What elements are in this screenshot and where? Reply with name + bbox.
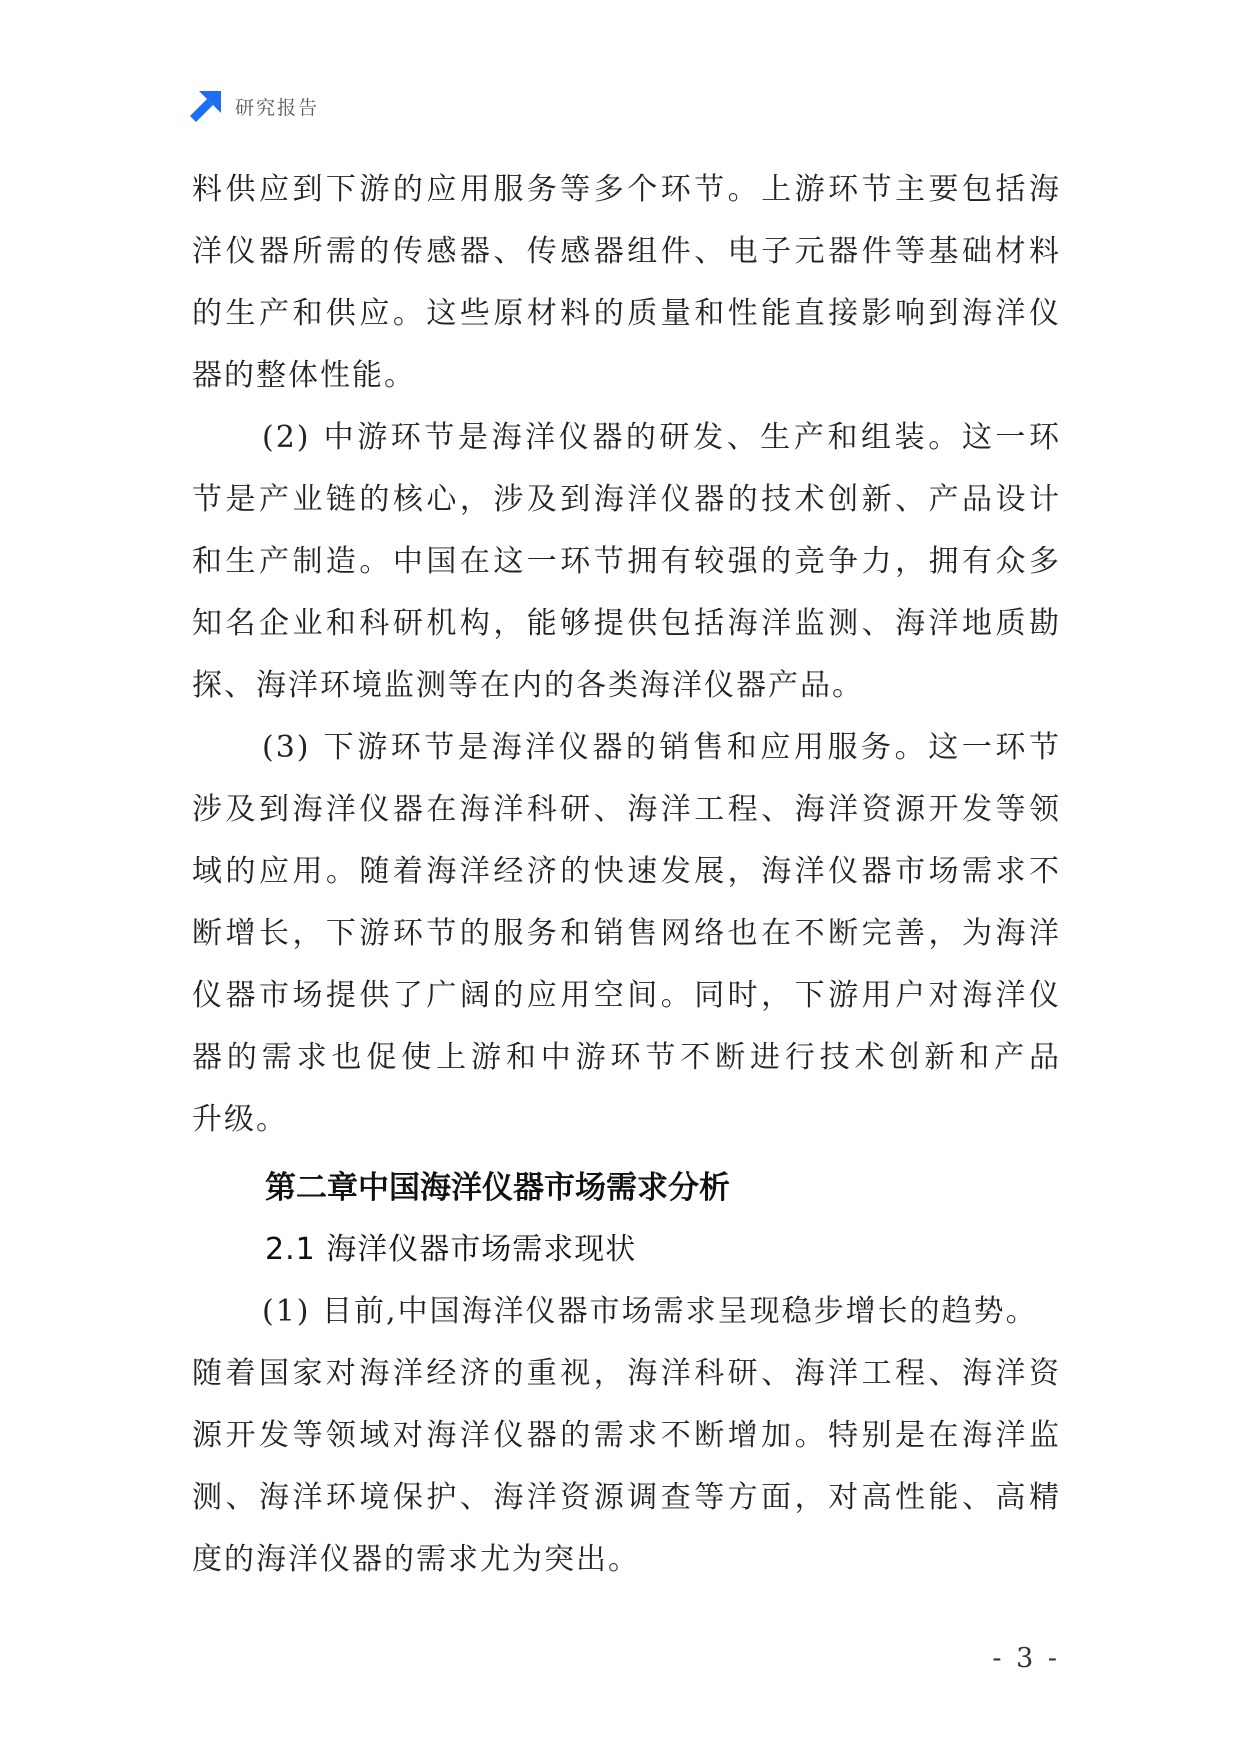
paragraph-downstream bbox=[192, 717, 1061, 1151]
page-header bbox=[190, 90, 319, 122]
text-line: 随着国家对海洋经济的重视，海洋科研、海洋工程、海洋资 bbox=[192, 1356, 1061, 1391]
text-line: 探、海洋环境监测等在内的各类海洋仪器产品。 bbox=[192, 668, 864, 703]
text-line: (3) 下游环节是海洋仪器的销售和应用服务。这一环节 bbox=[262, 730, 1061, 765]
page-number: - 3 - bbox=[992, 1643, 1060, 1674]
text-line: 域的应用。随着海洋经济的快速发展，海洋仪器市场需求不 bbox=[192, 854, 1061, 889]
text-line: 节是产业链的核心，涉及到海洋仪器的技术创新、产品设计 bbox=[192, 482, 1061, 517]
text-line: 升级。 bbox=[192, 1102, 288, 1137]
text-line: 涉及到海洋仪器在海洋科研、海洋工程、海洋资源开发等领 bbox=[192, 792, 1061, 827]
text-line: 器的整体性能。 bbox=[192, 358, 416, 393]
paragraph-upstream-continuation bbox=[192, 159, 1061, 407]
text-line: 的生产和供应。这些原材料的质量和性能直接影响到海洋仪 bbox=[192, 296, 1061, 331]
text-line: 断增长，下游环节的服务和销售网络也在不断完善，为海洋 bbox=[192, 916, 1061, 951]
text-line: 和生产制造。中国在这一环节拥有较强的竞争力，拥有众多 bbox=[192, 544, 1061, 579]
text-line: 料供应到下游的应用服务等多个环节。上游环节主要包括海 bbox=[192, 172, 1061, 207]
text-line: 度的海洋仪器的需求尤为突出。 bbox=[192, 1542, 640, 1577]
paragraph-market-demand bbox=[192, 1281, 1061, 1591]
text-line: 器的需求也促使上游和中游环节不断进行技术创新和产品 bbox=[192, 1040, 1061, 1075]
header-title: 研究报告 bbox=[235, 96, 320, 119]
arrow-up-right-logo-icon bbox=[190, 91, 221, 122]
text-line: 仪器市场提供了广阔的应用空间。同时，下游用户对海洋仪 bbox=[192, 978, 1061, 1013]
text-line: (1) 目前,中国海洋仪器市场需求呈现稳步增长的趋势。 bbox=[262, 1294, 1038, 1329]
document-body bbox=[192, 159, 1061, 1591]
chapter-heading: 第二章中国海洋仪器市场需求分析 bbox=[265, 1170, 730, 1206]
text-line: 测、海洋环境保护、海洋资源调查等方面，对高性能、高精 bbox=[192, 1480, 1061, 1515]
text-line: 知名企业和科研机构，能够提供包括海洋监测、海洋地质勘 bbox=[192, 606, 1061, 641]
section-heading: 2.1 海洋仪器市场需求现状 bbox=[265, 1232, 637, 1267]
text-line: 源开发等领域对海洋仪器的需求不断增加。特别是在海洋监 bbox=[192, 1418, 1061, 1453]
paragraph-midstream bbox=[192, 407, 1061, 717]
text-line: (2) 中游环节是海洋仪器的研发、生产和组装。这一环 bbox=[262, 420, 1061, 455]
text-line: 洋仪器所需的传感器、传感器组件、电子元器件等基础材料 bbox=[192, 234, 1061, 269]
